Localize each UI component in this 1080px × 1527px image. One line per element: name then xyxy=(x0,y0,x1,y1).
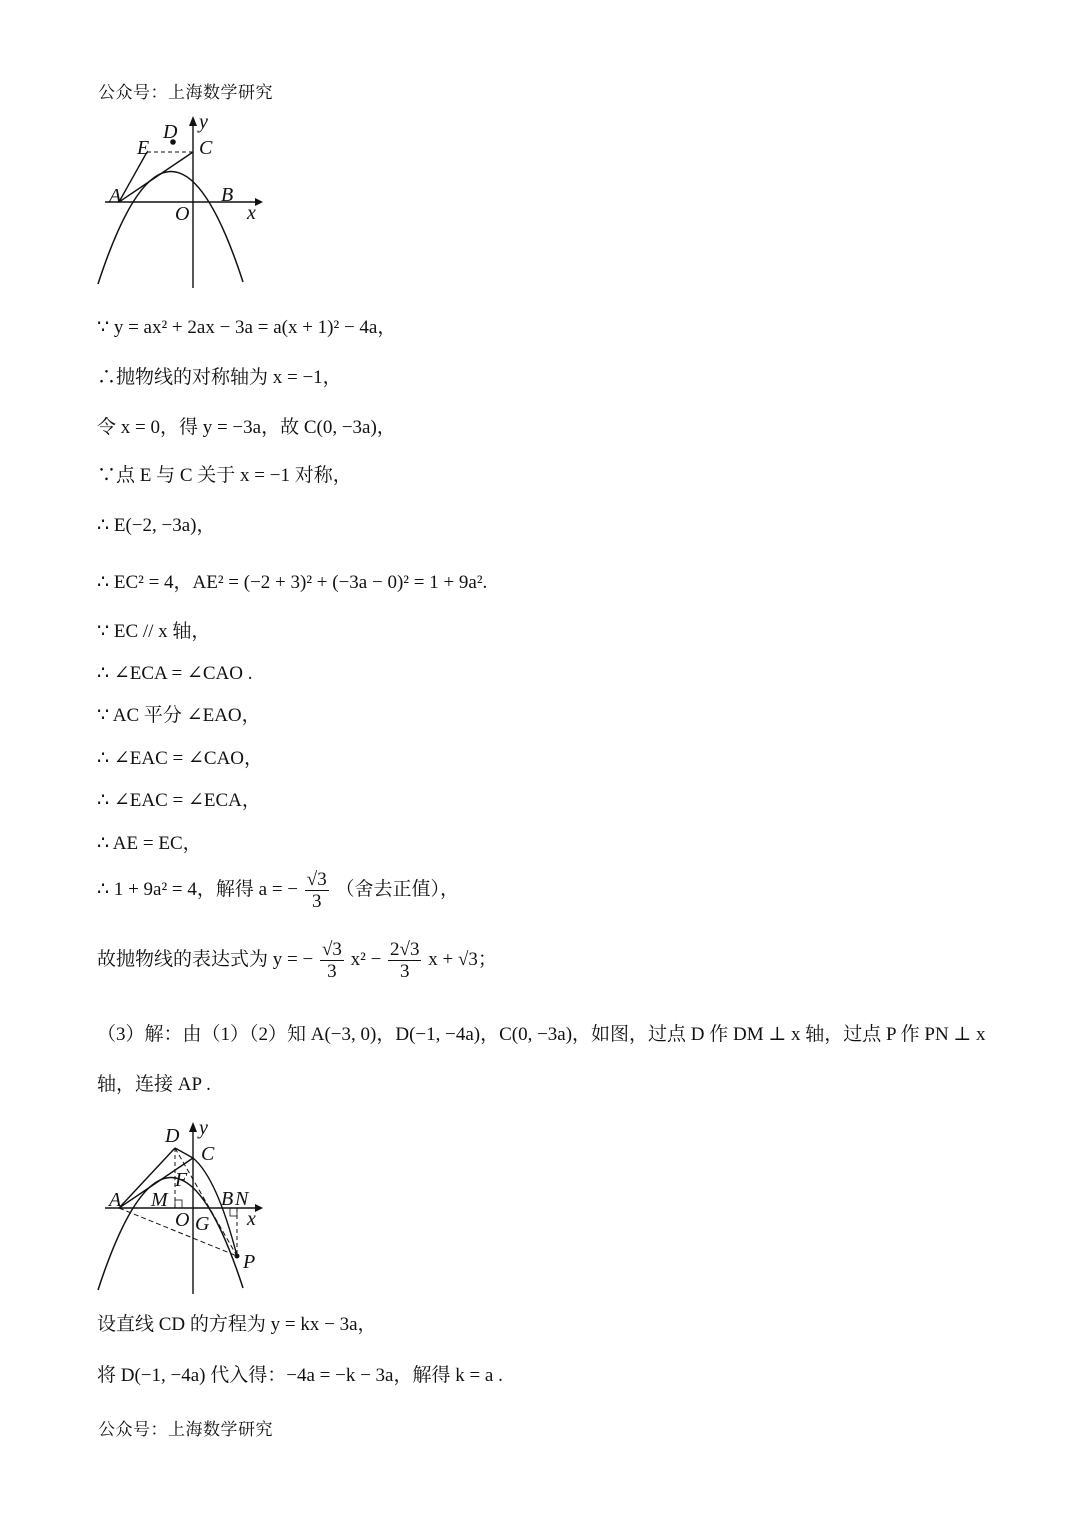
line-14 xyxy=(97,940,497,981)
label-c: C xyxy=(199,137,213,159)
label-n: N xyxy=(235,1188,249,1210)
fraction-sqrt3-over-3: $\frac{√3}{3}$ xyxy=(306,869,327,912)
page-header: 公众号：上海数学研究 xyxy=(98,83,273,103)
line-13-a: ∴ 1 + 9a² = 4，解得 a = − xyxy=(97,878,299,900)
line-4: ∵点 E 与 C 关于 x = −1 对称， xyxy=(97,465,352,486)
line-1: ∵ y = ax² + 2ax − 3a = a(x + 1)² − 4a， xyxy=(97,317,397,338)
fraction-2sqrt3-over-3: $\frac{2√3}{3}$ xyxy=(390,939,420,982)
label-f: F xyxy=(175,1169,188,1191)
parabola-figure-2 xyxy=(95,1118,285,1298)
line-16: 轴，连接 AP . xyxy=(97,1074,211,1095)
label-y: y xyxy=(199,1118,208,1139)
line-14-c: x + √3； xyxy=(428,948,497,970)
label-g: G xyxy=(195,1213,210,1235)
label-a: A xyxy=(109,185,122,207)
line-14-b: x² − xyxy=(350,948,382,970)
label-y: y xyxy=(199,112,208,133)
label-b: B xyxy=(221,1188,234,1210)
line-12: ∴ AE = EC， xyxy=(97,833,202,854)
line-3: 令 x = 0，得 y = −3a，故 C(0, −3a)， xyxy=(97,417,396,438)
line-7: ∵ EC // x 轴， xyxy=(97,621,211,642)
label-o: O xyxy=(175,1209,190,1231)
label-e: E xyxy=(137,137,150,159)
line-15: （3）解：由（1）（2）知 A(−3, 0)，D(−1, −4a)，C(0, −3a)，如图，过点 D 作 DM ⊥ x 轴，过点 P 作 PN ⊥ x xyxy=(97,1024,986,1045)
line-9: ∵ AC 平分 ∠EAO， xyxy=(97,705,261,726)
line-13-b: （舍去正值）， xyxy=(335,878,459,900)
line-11: ∴ ∠EAC = ∠ECA， xyxy=(97,790,261,811)
line-17: 设直线 CD 的方程为 y = kx − 3a， xyxy=(97,1314,377,1335)
line-13 xyxy=(97,870,459,911)
line-18: 将 D(−1, −4a) 代入得：−4a = −k − 3a，解得 k = a . xyxy=(97,1365,503,1386)
line-8: ∴ ∠ECA = ∠CAO . xyxy=(97,663,253,684)
line-5: ∴ E(−2, −3a)， xyxy=(97,515,216,536)
parabola-figure-1 xyxy=(95,112,275,292)
fraction-sqrt3-over-3-b: $\frac{√3}{3}$ xyxy=(321,939,342,982)
line-6: ∴ EC² = 4，AE² = (−2 + 3)² + (−3a − 0)² = 1 + 9a². xyxy=(97,572,488,593)
label-x: x xyxy=(247,202,256,224)
line-2: ∴抛物线的对称轴为 x = −1， xyxy=(97,367,342,388)
label-p: P xyxy=(243,1251,256,1273)
line-10: ∴ ∠EAC = ∠CAO， xyxy=(97,748,264,769)
page-footer: 公众号：上海数学研究 xyxy=(98,1420,273,1440)
label-a: A xyxy=(109,1189,122,1211)
line-14-a: 故抛物线的表达式为 y = − xyxy=(97,948,314,970)
label-d: D xyxy=(163,121,178,143)
label-b: B xyxy=(221,184,234,206)
label-d: D xyxy=(165,1125,180,1147)
label-c: C xyxy=(201,1143,215,1165)
label-m: M xyxy=(151,1189,168,1211)
label-o: O xyxy=(175,203,190,225)
label-x: x xyxy=(247,1208,256,1230)
